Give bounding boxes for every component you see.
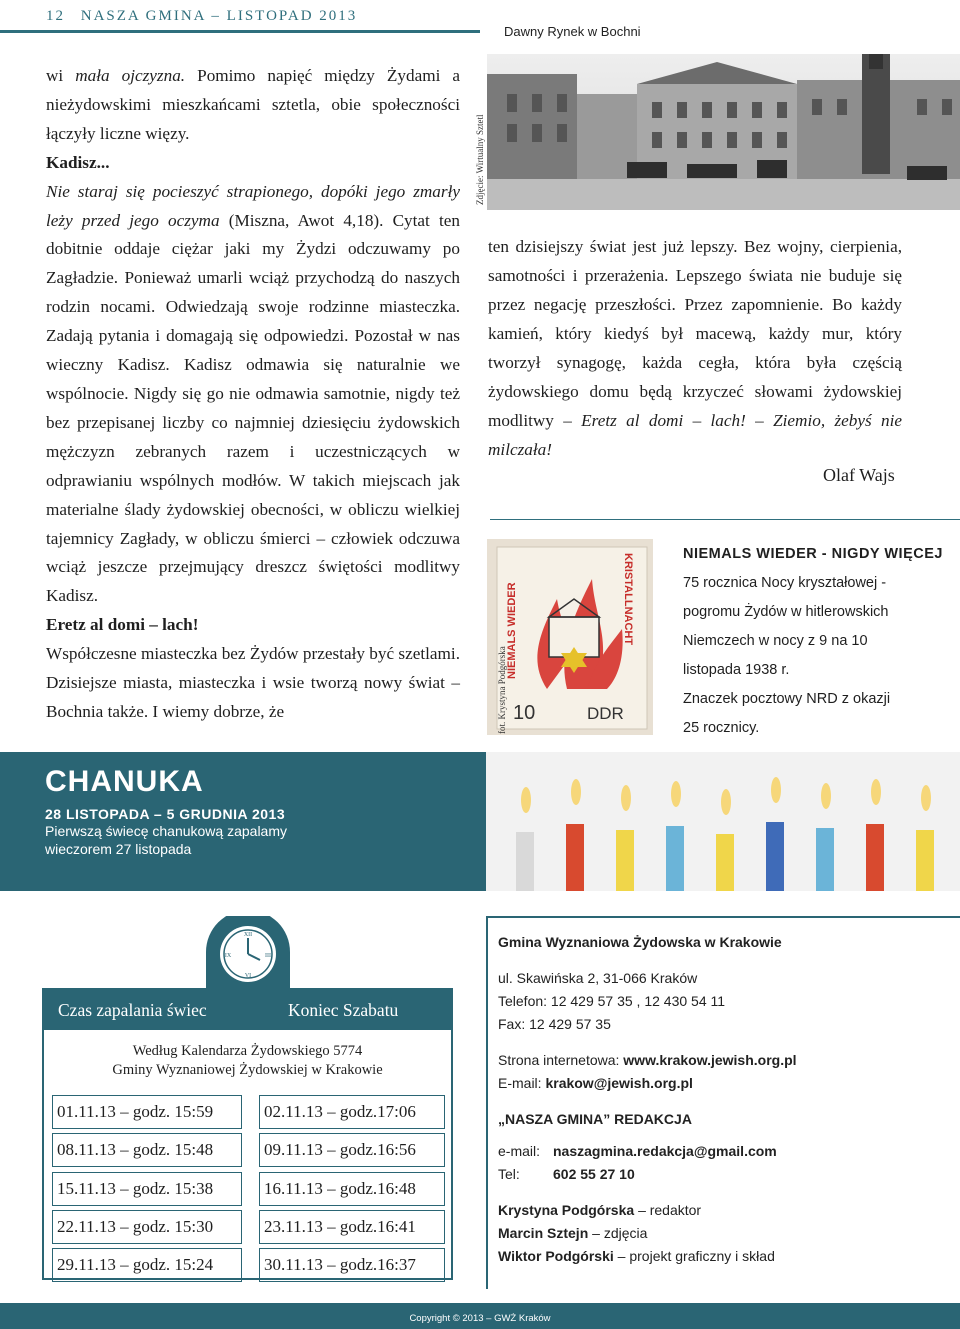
footer-copyright: Copyright © 2013 – GWŻ Kraków (409, 1313, 551, 1324)
market-square-image (487, 54, 960, 210)
redakcja-tel: 602 55 27 10 (553, 1166, 635, 1182)
candle-lighting-time: 08.11.13 – godz. 15:48 (52, 1133, 242, 1167)
org-address: ul. Skawińska 2, 31-066 Kraków (498, 970, 698, 986)
paragraph-closing: Współczesne miasteczka bez Żydów przestały być szetlami. Dzisiejsze miasta, miasteczka i wsie tworzą nowy świat – Bochnia także. I wiemy dobrze, że (46, 644, 460, 721)
table-row (52, 1210, 445, 1244)
photo-caption: Dawny Rynek w Bochni (504, 24, 641, 39)
miszna-quote: Nie staraj się pocieszyć strapionego, dopóki jego zmarły leży przed jego oczyma (46, 181, 460, 230)
stamp-text-kristallnacht: KRISTALLNACHT (622, 553, 634, 646)
stamp-caption-line: Niemczech w nocy z 9 na 10 (683, 633, 868, 649)
org-website-line (498, 1049, 797, 1072)
org-fax: Fax: 12 429 57 35 (498, 1016, 611, 1032)
stamp-value: 10 (513, 702, 536, 724)
calendar-note-line: Gminy Wyznaniowej Żydowskiej w Krakowie (112, 1062, 383, 1078)
header-rule (0, 30, 480, 33)
stamp-caption (683, 540, 953, 743)
org-phone: Telefon: 12 429 57 35 , 12 430 54 11 (498, 993, 726, 1009)
ddr-stamp-image (487, 539, 653, 735)
intro-italic: mała ojczyzna. (75, 66, 186, 85)
table-row (52, 1133, 445, 1167)
candle-lighting-time: 01.11.13 – godz. 15:59 (52, 1095, 242, 1129)
stamp-credit: fot. Krystyna Podgórska (497, 646, 507, 734)
shabbat-end-heading: Koniec Szabatu (288, 1000, 399, 1020)
market-square-photo (487, 54, 960, 210)
website-label: Strona internetowa: (498, 1052, 620, 1068)
paragraph-intro: wi mała ojczyzna. Pomimo napięć między Żydami a nieżydowskimi mieszkańcami sztetla, obie społeczności łączyły liczne więzy. (46, 66, 460, 143)
page-number: 12 (46, 8, 65, 24)
calendar-note-line: Według Kalendarza Żydowskiego 5774 (132, 1043, 363, 1059)
clock-icon (206, 916, 290, 997)
stamp-caption-line: 75 rocznica Nocy kryształowej - (683, 575, 887, 591)
table-row (52, 1095, 445, 1129)
redakcja-email-link[interactable]: naszagmina.redakcja@gmail.com (553, 1143, 777, 1159)
paragraph-kadisz-body: (Miszna, Awot 4,18). Cytat ten dobitnie oddaje ciężar jaki my Żydzi odczuwamy po Zagładzie. Ponieważ umarli wciąż przychodzą do naszych rodzin nocami. Odwiedzają swoje rodzinne miasteczka. Zadają pytania i domagają się odpowiedzi. Pozostał w nas wieczny Kadisz. Kadisz odmawia się naturalnie we wspólnocie. Nigdy się go nie odmawia samotnie, nigdy też bez przepisanej liczby co najmniej dziesięciu żydowskich mężczyzn zebranych razem i uczestniczących w odprawianiu wspólnych modłów. W takich miejscach jak materialne ślady żydowskiej obecności, w obliczu wielkiej tajemnicy Zagłady, w obliczu śmierci – człowiek odczuwa wciąż jeszcze przejmujący dreszcz świętości modlitwy Kadisz. (46, 210, 460, 606)
publication-title: NASZA GMINA – LISTOPAD 2013 (80, 8, 358, 24)
org-name: Gmina Wyznaniowa Żydowska w Krakowie (498, 934, 782, 950)
svg-text:XII: XII (243, 932, 253, 938)
staff-name: Wiktor Podgórski (498, 1248, 614, 1264)
shabbat-end-time: 23.11.13 – godz.16:41 (259, 1210, 445, 1244)
staff-row (498, 1222, 797, 1245)
times-header-bar (42, 990, 453, 1030)
redakcja-email-label: e-mail: (498, 1143, 541, 1159)
table-row (52, 1248, 445, 1282)
stamp-country: DDR (587, 704, 624, 723)
shabbat-end-time: 09.11.13 – godz.16:56 (259, 1133, 445, 1167)
staff-name: Marcin Sztejn (498, 1225, 589, 1241)
redakcja-tel-label: Tel: (498, 1166, 520, 1182)
email-link[interactable]: krakow@jewish.org.pl (545, 1075, 693, 1091)
website-link[interactable]: www.krakow.jewish.org.pl (623, 1052, 797, 1068)
redakcja-tel-line (498, 1163, 797, 1186)
chanuka-title: CHANUKA (45, 765, 204, 798)
article-right-column (488, 232, 902, 464)
stamp-text-niemals-wieder: NIEMALS WIEDER (506, 582, 518, 679)
candle-lighting-heading: Czas zapalania świec (58, 1000, 207, 1020)
author-signature: Olaf Wajs (823, 465, 895, 485)
stamp-illustration (487, 539, 653, 735)
table-row (52, 1172, 445, 1206)
chanuka-dates: 28 LISTOPADA – 5 GRUDNIA 2013 (45, 806, 286, 822)
right-column-italic: Eretz al domi – lach! – Ziemio, żebyś nie milczała! (488, 411, 903, 459)
candles-image (486, 752, 960, 891)
heading-eretz: Eretz al domi – lach! (46, 615, 199, 635)
candle-lighting-time: 15.11.13 – godz. 15:38 (52, 1172, 242, 1206)
staff-row (498, 1245, 797, 1268)
right-column-body: ten dzisiejszy świat jest już lepszy. Bez wojny, cierpienia, samotności i przerażenia. Lepszego świata nie buduje się przez negację przeszłości. Przez zapomnienie. Bo każdy kamień, który kiedyś był macewą, każdy mur, który tworzył synagogę, każda cegła, która była częścią żydowskiego domu będą krzyczeć słowami żydowskiej modlitwy – (488, 237, 902, 430)
contact-info (498, 931, 797, 1268)
svg-text:IX: IX (224, 953, 232, 959)
stamp-caption-line: pogromu Żydów w hitlerowskich (683, 604, 889, 620)
candles-photo (486, 752, 960, 891)
staff-role: – zdjęcia (592, 1225, 648, 1241)
page-header (46, 8, 357, 25)
stamp-caption-line: Znaczek pocztowy NRD z okazji (683, 691, 891, 707)
redakcja-email-line (498, 1140, 797, 1163)
shabbat-end-time: 30.11.13 – godz.16:37 (259, 1248, 445, 1282)
photo-credit: Zdjęcie: Wirtualny Sztetl (475, 114, 485, 205)
section-divider (490, 519, 960, 520)
chanuka-text (45, 765, 287, 858)
paragraph-miszna (46, 178, 460, 612)
stamp-caption-line: listopada 1938 r. (683, 662, 790, 678)
org-email-line (498, 1072, 797, 1095)
stamp-caption-title: NIEMALS WIEDER - NIGDY WIĘCEJ (683, 546, 943, 562)
article-left-column (46, 62, 460, 727)
candle-lighting-time: 22.11.13 – godz. 15:30 (52, 1210, 242, 1244)
chanuka-line: wieczorem 27 listopada (45, 841, 192, 857)
svg-text:III: III (265, 953, 271, 959)
redakcja-heading: „NASZA GMINA” REDAKCJA (498, 1111, 692, 1127)
heading-kadisz: Kadisz... (46, 152, 110, 172)
candle-lighting-time: 29.11.13 – godz. 15:24 (52, 1248, 242, 1282)
svg-text:VI: VI (244, 973, 252, 979)
staff-role: – projekt graficzny i skład (617, 1248, 775, 1264)
staff-role: – redaktor (638, 1202, 702, 1218)
calendar-note (42, 1042, 453, 1080)
staff-row (498, 1199, 797, 1222)
email-label: E-mail: (498, 1075, 542, 1091)
stamp-caption-line: 25 rocznicy. (683, 720, 760, 736)
shabbat-end-time: 16.11.13 – godz.16:48 (259, 1172, 445, 1206)
staff-name: Krystyna Podgórska (498, 1202, 635, 1218)
shabbat-end-time: 02.11.13 – godz.17:06 (259, 1095, 445, 1129)
chanuka-line: Pierwszą świecę chanukową zapalamy (45, 823, 287, 839)
